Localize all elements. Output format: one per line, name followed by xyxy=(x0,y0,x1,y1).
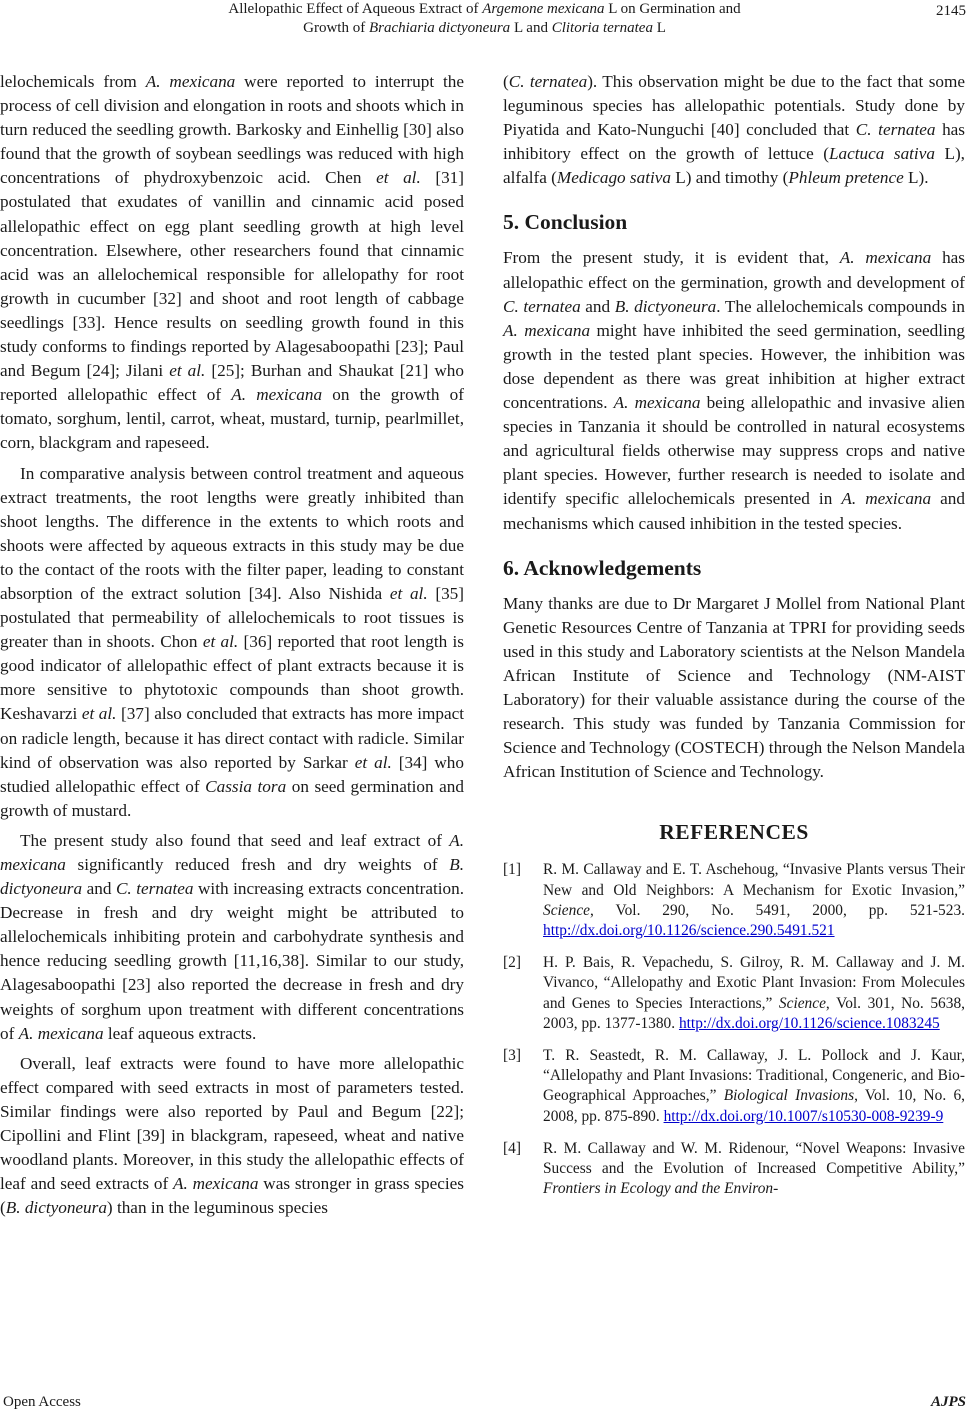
italic-term: A. mexicana xyxy=(173,1174,259,1194)
italic-term: et al. xyxy=(376,168,421,188)
reference-text: R. M. Callaway and W. M. Ridenour, “Novel Weapons: Invasive Success and the Evolution of Increased Competitive Ability,” Frontiers in Ecology and the Environ- xyxy=(543,1139,965,1198)
italic-term: C. ternatea xyxy=(855,120,936,140)
italic-term: A. mexicana xyxy=(145,72,236,91)
reference-item xyxy=(503,1046,965,1127)
section-heading-conclusion: 5. Conclusion xyxy=(503,210,628,235)
reference-item xyxy=(503,953,965,1034)
reference-item xyxy=(503,1139,965,1200)
running-title-line-1: Allelopathic Effect of Aqueous Extract of Argemone mexicana L on Germination and xyxy=(228,1,741,17)
reference-number: [3] xyxy=(503,1046,521,1064)
right-column xyxy=(503,70,965,1199)
journal-abbreviation: AJPS xyxy=(930,1394,966,1410)
reference-text: H. P. Bais, R. Vepachedu, S. Gilroy, R. M. Callaway and J. M. Vivanco, “Allelopathy and Exotic Plant Invasion: From Molecules and Genes to Species Interactions,” Science, Vol. 301, No. 5638, 2003, pp. 1377-1380. xyxy=(543,954,965,1032)
italic-term: B. dictyoneura xyxy=(614,296,717,316)
body-paragraph: Overall, leaf extracts were found to have more allelopathic effect compared with seed extracts in most of parameters tested. Similar findings were also reported by Paul and Begum [22]; Cipollini and Flint [39] in blackgram, rapeseed, wheat and native woodland plants. Moreover, in this study the allelopathic effects of leaf and seed extracts of A. mexicana was stronger in grass species (B. dictyoneura) than in the leguminous species xyxy=(0,1053,464,1218)
reference-number: [1] xyxy=(503,861,521,879)
italic-term: A. mexicana xyxy=(231,385,323,405)
reference-number: [4] xyxy=(503,1139,521,1157)
body-paragraph: lelochemicals from A. mexicana were reported to interrupt the process of cell division and elongation in roots and shoots which in turn reduced the seedling growth. Barkosky and Einhellig [30] also found that the growth of soybean seedlings was reduced with high concentrations of phydroxybenzoic acid. Chen et al. [31] postulated that exudates of vanillin and cinnamic acid posed allelopathic effect on egg plant seedling growth at high level concentration. Elsewhere, other researchers found that cinnamic acid was an allelochemical responsible for allelopathy for root growth in cucumber [32] and shoot and root length of cabbage seedlings [33]. Hence results on seedling growth found in this study conforms to findings reported by Alagesaboopathi [23]; Paul and Begum [24]; Jilani et al. [25]; Burhan and Shaukat [21] who reported allelopathic effect of A. mexicana on the growth of tomato, sorghum, lentil, carrot, wheat, mustard, turnip, pearlmillet, corn, blackgram and rapeseed. xyxy=(0,72,464,453)
reference-doi-link[interactable]: http://dx.doi.org/10.1126/science.1083245 xyxy=(678,1014,940,1032)
left-column xyxy=(0,70,464,1220)
reference-number: [2] xyxy=(503,954,521,972)
running-header xyxy=(0,0,969,44)
italic-term: A. mexicana xyxy=(0,830,464,874)
italic-term: A. mexicana xyxy=(841,489,932,509)
italic-term: Phleum pretence xyxy=(788,168,904,188)
italic-term: et al. xyxy=(389,583,428,603)
reference-item xyxy=(503,860,965,941)
reference-doi-link[interactable]: http://dx.doi.org/10.1007/s10530-008-9239-9 xyxy=(663,1107,944,1125)
body-paragraph: In comparative analysis between control treatment and aqueous extract treatments, the root lengths were greatly inhibited than shoot lengths. The difference in the extents to which roots and shoots were affected by aqueous extracts in this study may be due to the contact of the roots with the filter paper, leading to constant absorption of the extract solution [34]. Also Nishida et al. [35] postulated that permeability of allelochemicals to root tissues is greater than in shoots. Chon et al. [36] reported that root length is good indicator of allelopathic effect of plant extracts because it is more sensitive to phytotoxic compounds than shoot growth. Keshavarzi et al. [37] also concluded that extracts has more impact on radicle length, because it has direct contact with radicle. Similar kind of observation was also reported by Sarkar et al. [34] who studied allelopathic effect of Cassia tora on seed germination and growth of mustard. xyxy=(0,463,464,820)
italic-term: B. dictyoneura xyxy=(5,1198,107,1218)
reference-list xyxy=(503,860,965,1199)
running-title-line-2: Growth of Brachiaria dictyoneura L and Clitoria ternatea L xyxy=(303,20,666,36)
page-number: 2145 xyxy=(936,3,966,19)
italic-term: A. mexicana xyxy=(503,320,591,340)
body-paragraph: The present study also found that seed and leaf extract of A. mexicana significantly reduced fresh and dry weights of B. dictyoneura and C. ternatea with increasing extracts concentration. Decrease in fresh and dry weight might be attributed to allelochemicals inhibiting protein and carbohydrate synthesis and hence reducing seedling growth [11,16,38]. Similar to our study, Alagesaboopathi [23] also reported the decrease in fresh and dry weights of sorghum upon treatment with different concentrations of A. mexicana leaf aqueous extracts. xyxy=(0,830,464,1043)
italic-term: et al. xyxy=(81,704,117,724)
body-paragraph: (C. ternatea). This observation might be due to the fact that some leguminous species has allelopathic potentials. Study done by Piyatida and Kato-Nunguchi [40] concluded that C. ternatea has inhibitory effect on the growth of lettuce (Lactuca sativa L), alfalfa (Medicago sativa L) and timothy (Phleum pretence L). xyxy=(503,72,965,188)
reference-text: R. M. Callaway and E. T. Aschehoug, “Invasive Plants versus Their New and Old Neighbors: A Mechanism for Exotic Invasion,” Science, Vol. 290, No. 5491, 2000, pp. 521-523. xyxy=(543,861,965,919)
italic-term: et al. xyxy=(202,632,239,652)
italic-term: B. dictyoneura xyxy=(0,855,464,899)
reference-doi-link[interactable]: http://dx.doi.org/10.1126/science.290.5491.521 xyxy=(543,921,835,939)
italic-term: A. mexicana xyxy=(613,393,701,413)
italic-term: Medicago sativa xyxy=(556,168,671,188)
italic-term: Biological Invasions xyxy=(723,1087,855,1105)
open-access-label: Open Access xyxy=(3,1394,81,1410)
acknowledgements-paragraph: Many thanks are due to Dr Margaret J Mollel from National Plant Genetic Resources Centre of Tanzania at TPRI for providing seeds used in this study and Laboratory scientists at the Nelson Mandela African Institute of Science and Technology (NM-AIST Laboratory) for their valuable assistance during the course of the research. This study was funded by Tanzania Commission for Science and Technology (COSTECH) through the Nelson Mandela African Institution of Science and Technology. xyxy=(503,593,965,782)
italic-term: A. mexicana xyxy=(839,248,932,268)
italic-term: et al. xyxy=(169,361,206,381)
conclusion-paragraph: From the present study, it is evident that, A. mexicana has allelopathic effect on the germination, growth and development of C. ternatea and B. dictyoneura. The allelochemicals compounds in A. mexicana might have inhibited the seed germination, seedling growth in the tested plant species. However, the inhibition was dose dependent as there was great inhibition at higher extract concentrations. A. mexicana being allelopathic and invasive alien species in Tanzania it should be controlled in natural ecosystems and agricultural fields otherwise may suppress crops and native plant species. However, further research is needed to isolate and identify specific allelochemicals presented in A. mexicana and mechanisms which caused inhibition in the tested species. xyxy=(503,248,966,533)
reference-text: T. R. Seastedt, R. M. Callaway, J. L. Pollock and J. Kaur, “Allelopathy and Plant Invasions: Traditional, Congeneric, and Bio-Geographical Approaches,” Biological Invasions, Vol. 10, No. 6, 2008, pp. 875-890. xyxy=(543,1046,965,1125)
italic-term: C. ternatea xyxy=(115,879,194,899)
italic-term: Frontiers in Ecology and the Environ- xyxy=(543,1180,779,1198)
references-heading: REFERENCES xyxy=(659,820,809,845)
italic-term: Lactuca sativa xyxy=(828,144,935,164)
italic-term: C. ternatea xyxy=(508,72,588,91)
italic-term: et al. xyxy=(354,752,392,772)
italic-term: A. mexicana xyxy=(18,1023,104,1043)
italic-term: Science xyxy=(778,994,826,1012)
italic-term: Cassia tora xyxy=(205,776,287,796)
italic-term: C. ternatea xyxy=(503,296,581,316)
italic-term: Science xyxy=(543,901,590,919)
section-heading-acknowledgements: 6. Acknowledgements xyxy=(503,555,702,580)
